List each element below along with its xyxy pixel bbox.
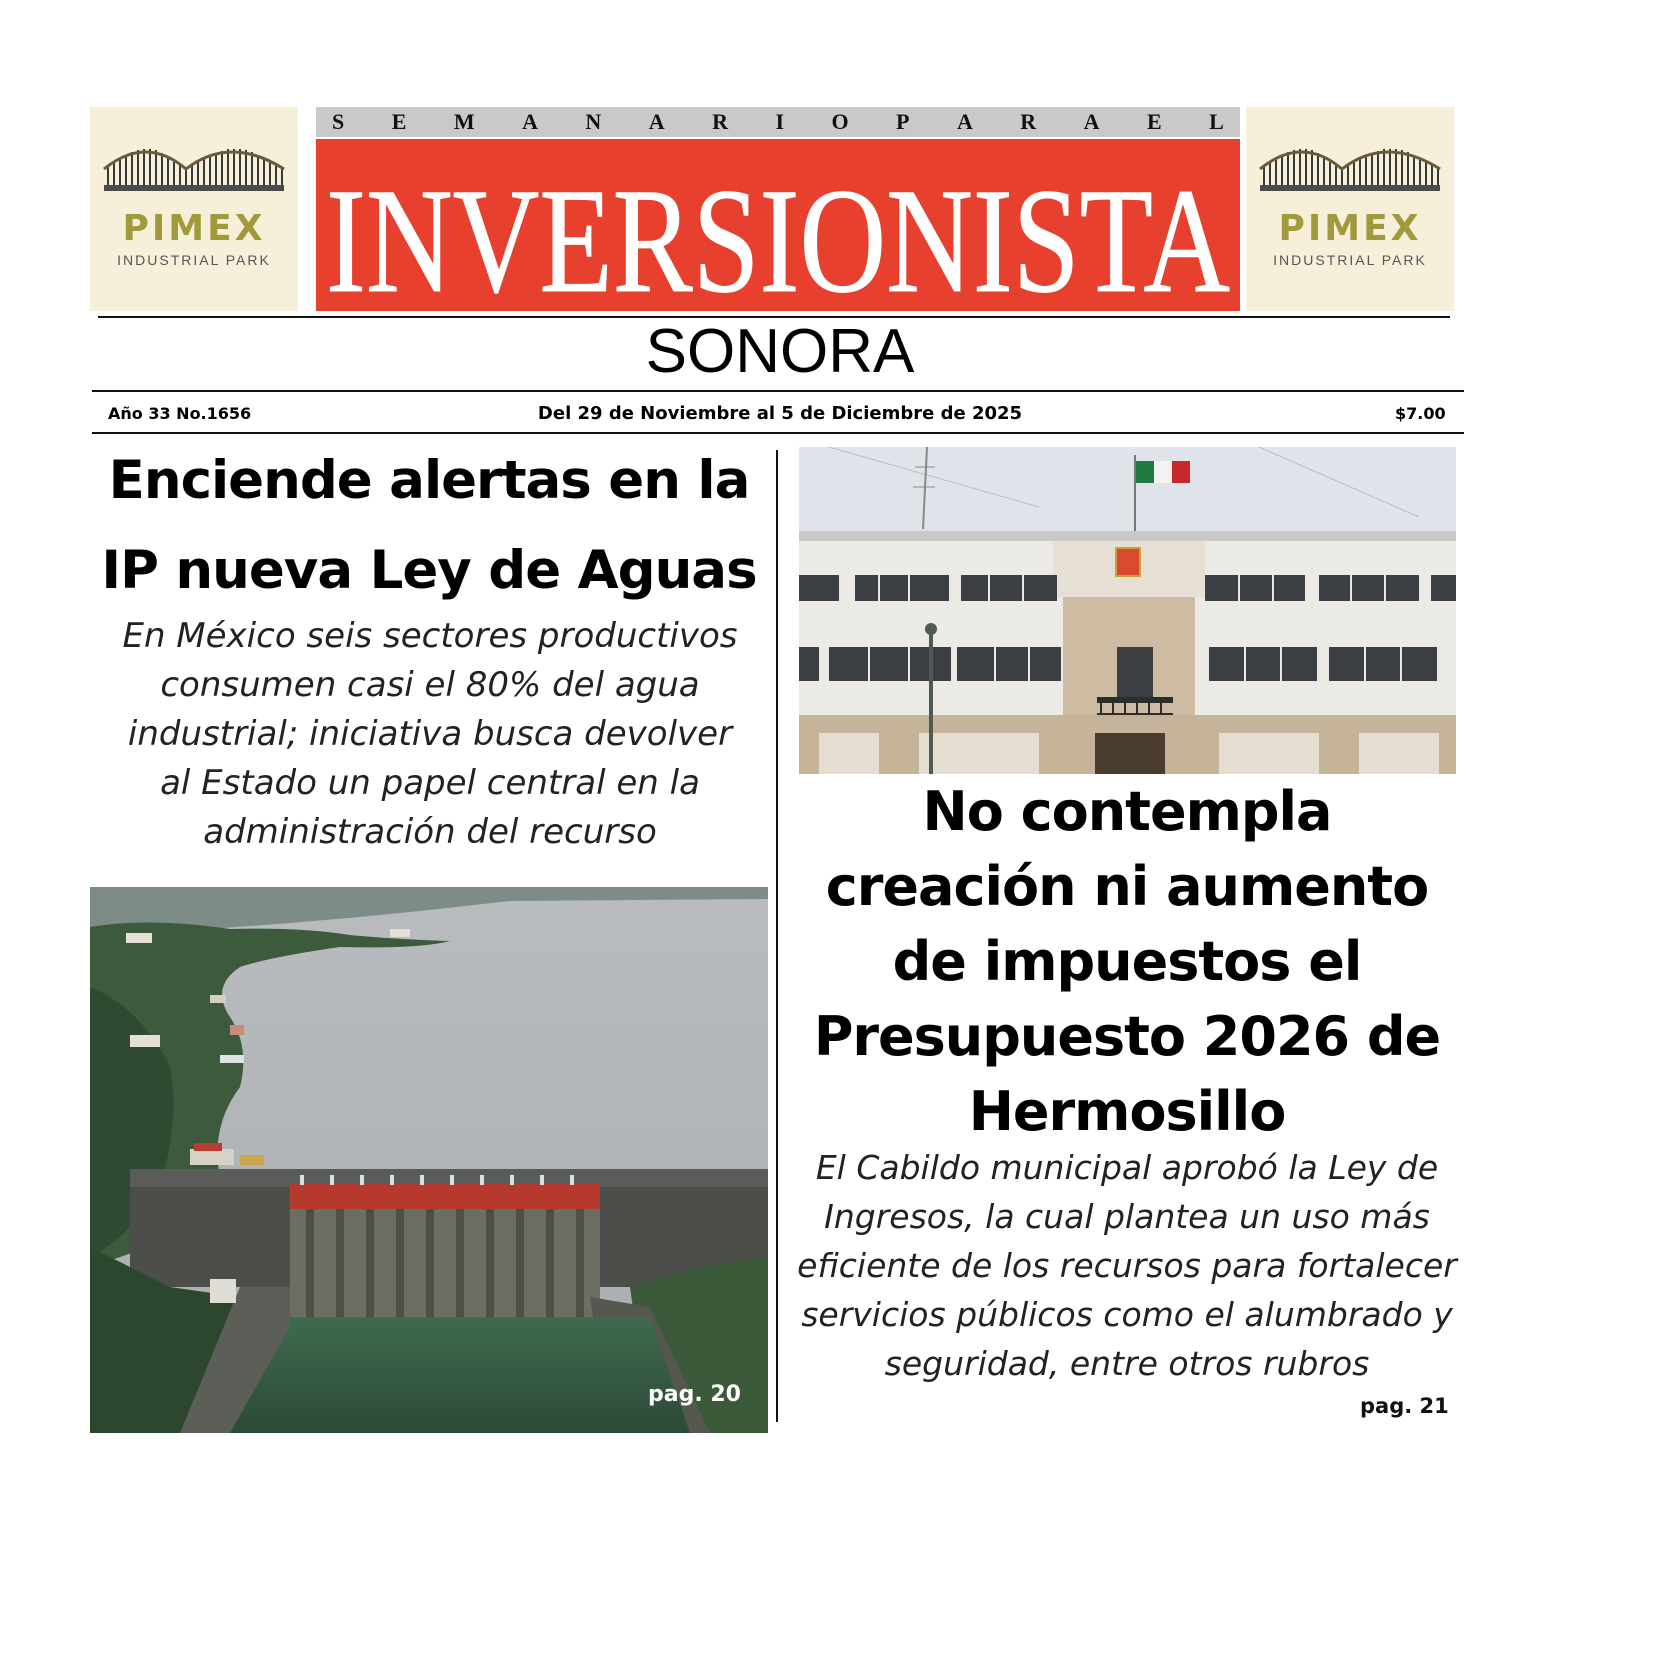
tagline-letter: E [1146, 109, 1162, 134]
column-divider [776, 450, 778, 1422]
ad-subtitle-text: INDUSTRIAL PARK [117, 252, 271, 268]
pimex-ad-right[interactable] [1246, 107, 1454, 311]
tagline-letter: S [332, 109, 345, 134]
tagline-letter: R [712, 109, 728, 134]
deck-line: eficiente de los recursos para fortalecer [797, 1246, 1457, 1285]
tagline-letter: A [522, 109, 538, 134]
page-reference-link[interactable]: pag. 20 [648, 1382, 741, 1407]
tagline-letter: A [648, 109, 665, 134]
ad-brand-text: PIMEX [1278, 208, 1422, 249]
deck-line: industrial; iniciativa busca devolver [127, 714, 733, 754]
headline-line: Presupuesto 2026 de [813, 1005, 1441, 1068]
deck-line: seguridad, entre otros rubros [884, 1344, 1370, 1383]
deck-line: El Cabildo municipal aprobó la Ley de [815, 1148, 1439, 1187]
headline-line: Hermosillo [968, 1080, 1286, 1143]
edition-name: SONORA [645, 317, 915, 386]
issue-price: $7.00 [1395, 404, 1446, 423]
tagline-letter: N [585, 109, 602, 134]
issue-number: Año 33 No.1656 [108, 404, 252, 423]
headline-line: de impuestos el [892, 930, 1362, 993]
headline-line: No contempla [922, 780, 1332, 843]
tagline-letter: R [1020, 109, 1037, 134]
tagline-letter: A [1083, 109, 1100, 134]
deck-line: En México seis sectores productivos [122, 616, 738, 656]
ad-subtitle-text: INDUSTRIAL PARK [1273, 252, 1427, 268]
lead-headline[interactable] [90, 436, 768, 616]
deck-line: al Estado un papel central en la [160, 763, 700, 803]
issue-bar-rule-bottom [92, 432, 1464, 434]
tagline-letter: M [453, 109, 475, 134]
newspaper-title: INVERSIONISTA [326, 158, 1230, 311]
deck-line: administración del recurso [203, 812, 657, 852]
deck-line: Ingresos, la cual plantea un uso más [824, 1197, 1430, 1236]
tagline-letter: P [896, 109, 910, 134]
government-building-photo[interactable] [799, 447, 1456, 774]
secondary-deck [790, 1143, 1464, 1388]
masthead-tagline [316, 107, 1240, 137]
headline-line: Enciende alertas en la [108, 450, 750, 511]
issue-bar-rule-top [92, 390, 1464, 392]
newspaper-logo[interactable] [316, 139, 1240, 311]
tagline-letter: L [1209, 109, 1224, 134]
dam-photo[interactable] [90, 887, 768, 1433]
tagline-letter: E [391, 109, 407, 134]
headline-line: IP nueva Ley de Aguas [101, 540, 757, 601]
pimex-ad-left[interactable] [90, 107, 298, 311]
deck-line: consumen casi el 80% del agua [160, 665, 700, 705]
issue-dates: Del 29 de Noviembre al 5 de Diciembre de 2025 [537, 403, 1023, 424]
page-reference-link[interactable]: pag. 21 [1360, 1394, 1449, 1418]
lead-deck [100, 612, 760, 857]
tagline-letter: I [775, 109, 784, 134]
tagline-letter: A [956, 109, 973, 134]
deck-line: servicios públicos como el alumbrado y [801, 1295, 1453, 1334]
headline-line: creación ni aumento [825, 855, 1429, 918]
ad-brand-text: PIMEX [122, 208, 266, 249]
warehouse-logo-icon [90, 107, 298, 217]
secondary-headline[interactable] [790, 774, 1464, 1149]
warehouse-logo-icon [1246, 107, 1454, 217]
tagline-letter: O [831, 109, 849, 134]
